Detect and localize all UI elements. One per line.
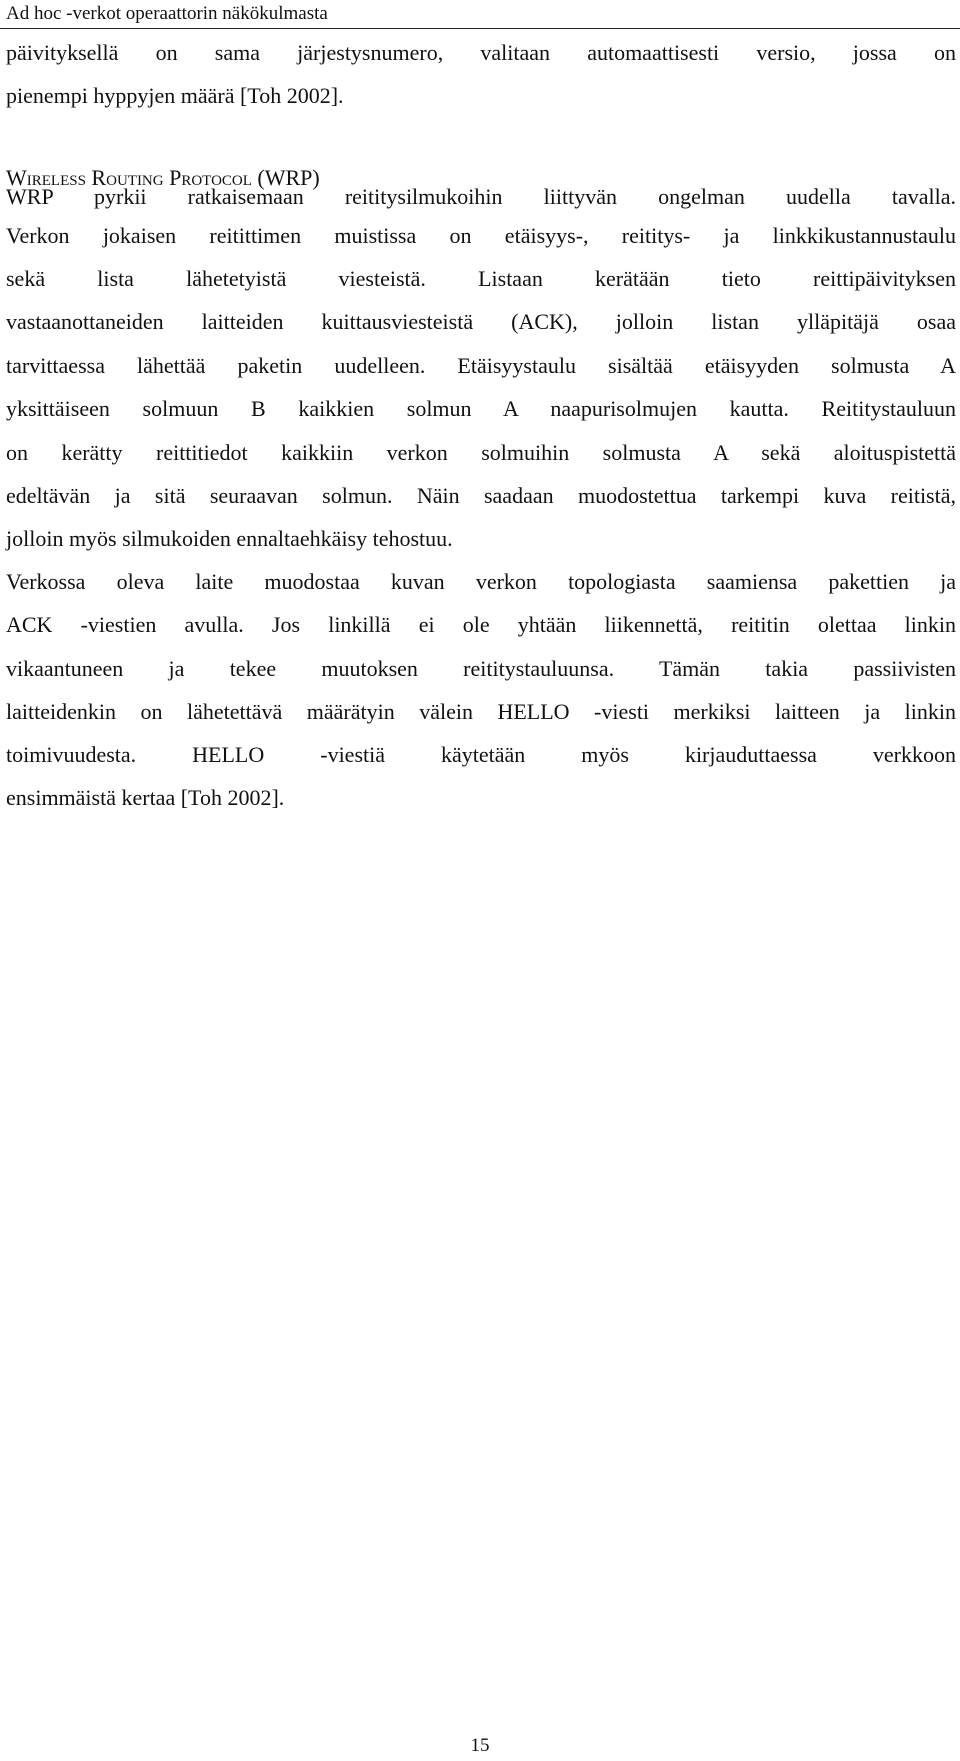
section-heading: Wireless Routing Protocol (WRP) [6, 165, 320, 190]
page-number: 15 [470, 1735, 490, 1756]
paragraph1-line-4: vastaanottaneiden laitteiden kuittausviesteistä (ACK), jolloin listan ylläpitäjä osaa [6, 309, 956, 334]
paragraph2-line-4: laitteidenkin on lähetettävä määrätyin välein HELLO -viesti merkiksi laitteen ja linkin [6, 699, 956, 724]
paragraph1-line-6: yksittäiseen solmuun B kaikkien solmun A naapurisolmujen kautta. Reititystauluun [6, 396, 956, 421]
header-divider [0, 28, 960, 29]
intro-line-2: pienempi hyppyjen määrä [Toh 2002]. [6, 83, 344, 108]
paragraph1-line-2: Verkon jokaisen reitittimen muistissa on etäisyys-, reititys- ja linkkikustannustaulu [6, 223, 956, 248]
paragraph2-line-2: ACK -viestien avulla. Jos linkillä ei ole yhtään liikennettä, reititin olettaa linkin [6, 612, 956, 637]
paragraph1-line-9: jolloin myös silmukoiden ennaltaehkäisy tehostuu. [6, 526, 453, 551]
paragraph2-line-6: ensimmäistä kertaa [Toh 2002]. [6, 785, 285, 810]
paragraph1-line-3: sekä lista lähetetyistä viesteistä. Listaan kerätään tieto reittipäivityksen [6, 266, 956, 291]
paragraph1-line-1: WRP pyrkii ratkaisemaan reititysilmukoihin liittyvän ongelman uudella tavalla. [6, 184, 956, 209]
paragraph1-line-7: on kerätty reittitiedot kaikkiin verkon solmuihin solmusta A sekä aloituspistettä [6, 440, 956, 465]
paragraph2-line-5: toimivuudesta. HELLO -viestiä käytetään myös kirjauduttaessa verkkoon [6, 742, 956, 767]
paragraph1-line-5: tarvittaessa lähettää paketin uudelleen. Etäisyystaulu sisältää etäisyyden solmusta A [6, 353, 956, 378]
paragraph1-line-8: edeltävän ja sitä seuraavan solmun. Näin saadaan muodostettua tarkempi kuva reitistä, [6, 483, 956, 508]
intro-line-1: päivityksellä on sama järjestysnumero, valitaan automaattisesti versio, jossa on [6, 40, 956, 65]
running-header: Ad hoc -verkot operaattorin näkökulmasta [6, 3, 328, 24]
paragraph2-line-3: vikaantuneen ja tekee muutoksen reititystauluunsa. Tämän takia passiivisten [6, 656, 956, 681]
paragraph2-line-1: Verkossa oleva laite muodostaa kuvan verkon topologiasta saamiensa pakettien ja [6, 569, 956, 594]
